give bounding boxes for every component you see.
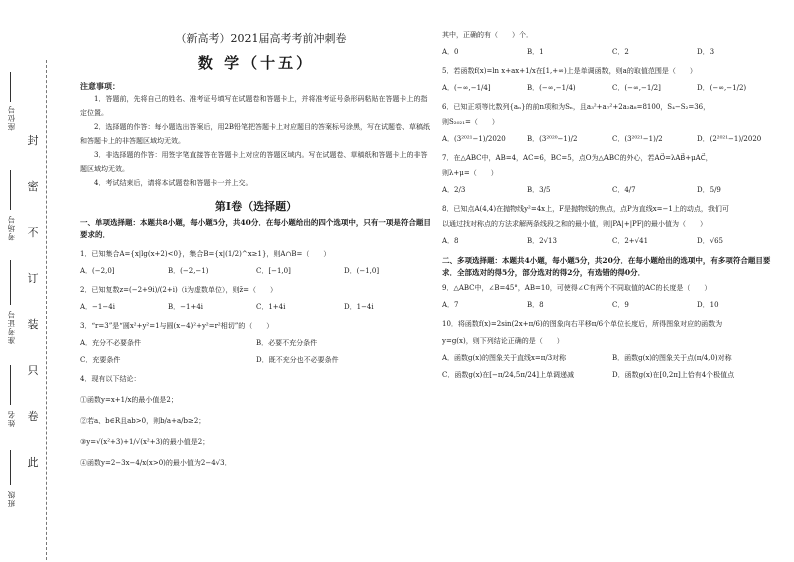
notice-item: 3．非选择题的作答：用签字笔直接答在答题卡上对应的答题区域内。写在试题卷、草稿纸和答题卡上的非答题区域均无效。 (80, 151, 428, 173)
question-7-stem: 7．在△ABC中，AB=4，AC=6，BC=5，点O为△ABC的外心，若AO⃗=λAB⃗+μAC⃗， (442, 154, 713, 162)
option-d: D．√65 (697, 237, 723, 245)
binding-strip (0, 60, 70, 560)
option-d: D．(−1,0] (344, 267, 380, 275)
question-5-stem: 5．若函数f(x)=ln x+ax+1/x在[1,+∞)上是单调函数，则a的取值范围是（ ） (442, 67, 697, 75)
question-4-item: ③y=√(x²+3)+1/√(x²+3)的最小值是2； (80, 438, 210, 446)
question-3-options-row1 (80, 338, 432, 349)
option-a: A．−1−4i (80, 303, 115, 311)
option-c: C．1+4i (256, 303, 286, 311)
option-a: A．(3²⁰²¹−1)/2020 (442, 135, 506, 143)
question-3-options-row2 (80, 355, 432, 366)
option-b: B．1 (527, 48, 544, 56)
exam-name: （新高考）2021届高考考前冲刺卷 (175, 32, 347, 45)
option-c: C．函数g(x)在[−π/24,5π/24]上单调递减 (442, 371, 574, 379)
strip-char: 封 (27, 134, 39, 147)
seat-number-blank[interactable] (10, 72, 11, 102)
option-c: C．(3²⁰²¹−1)/2 (612, 135, 663, 143)
question-6-stem-cont: 则S₂₀₂₁=（ ） (442, 118, 499, 126)
exam-room-label: 考场号 (7, 215, 16, 241)
option-b: B．(−2,−1) (168, 267, 209, 275)
left-column (80, 30, 432, 469)
question-7-stem-cont: 则λ+μ=（ ） (442, 169, 498, 177)
option-b: B．(3²⁰²⁰−1)/2 (527, 135, 578, 143)
option-a: A．8 (442, 237, 459, 245)
question-3-stem: 3．“r=3”是“圆x²+y²=1与圆(x−4)²+y²=r²相切”的（ ） (80, 322, 274, 330)
question-4-options (442, 47, 782, 58)
option-a: A．7 (442, 301, 459, 309)
question-9-stem: 9．△ABC中，∠B=45°，AB=10，可使得∠C有两个不同取值的AC的长度是（ ） (442, 284, 712, 292)
option-c: C．(−∞,−1/2] (612, 84, 661, 92)
option-a: A．充分不必要条件 (80, 339, 142, 347)
notice-title: 注意事项： (80, 81, 120, 91)
option-a: A．0 (442, 48, 459, 56)
section-one-title: 一、单项选择题：本题共8小题，每小题5分，共40分．在每小题给出的四个选项中，只有一项是符合题目要求的． (80, 218, 431, 239)
option-b: B．必要不充分条件 (256, 339, 318, 347)
name-blank[interactable] (10, 365, 11, 405)
option-c: C．2 (612, 48, 629, 56)
option-d: D．函数g(x)在[0,2π]上恰有4个极值点 (612, 371, 735, 379)
question-2-stem: 2．已知复数z=(−2+9i)/(2+i)（i为虚数单位），则z̄=（ ） (80, 286, 278, 294)
option-d: D．10 (697, 301, 719, 309)
question-9-options (442, 300, 782, 311)
option-b: B．8 (527, 301, 544, 309)
question-8-stem: 8．已知点A(4,4)在抛物线y²=4x上，F是抛物线的焦点，点P为直线x=−1上的动点，我们可 (442, 205, 729, 213)
option-d: D．(−∞,−1/2) (697, 84, 747, 92)
option-b: B．2√13 (527, 237, 557, 245)
question-2-options (80, 302, 432, 313)
admission-number-label: 准考证号 (7, 310, 16, 344)
question-10-stem: 10．将函数f(x)=2sin(2x+π/6)的图象向右平移π/6个单位长度后，所得图象对应的函数为 (442, 320, 723, 328)
option-c: C．[−1,0] (256, 267, 291, 275)
option-b: B．函数g(x)的图象关于点(π/4,0)对称 (612, 354, 732, 362)
option-d: D．(2²⁰²¹−1)/2020 (697, 135, 762, 143)
section-two-title: 二、多项选择题：本题共4小题，每小题5分，共20分．在每小题给出的选项中，有多项符合题目要求．全部选对的得5分，部分选对的得2分，有选错的得0分． (442, 256, 771, 277)
option-c: C．9 (612, 301, 629, 309)
option-a: A．函数g(x)的图象关于直线x=π/3对称 (442, 354, 567, 362)
class-blank[interactable] (10, 450, 11, 485)
notice-item: 1．答题前，先将自己的姓名、准考证号填写在试题卷和答题卡上，并将准考证号条形码粘贴在答题卡上的指定位置。 (80, 95, 428, 117)
option-d: D．5/9 (697, 186, 721, 194)
question-1-options (80, 266, 432, 277)
question-4-item: ②若a、b∈R且ab>0，则b/a+a/b≥2； (80, 417, 206, 425)
question-1-stem: 1．已知集合A={x|lg(x+2)<0}，集合B={x|(1/2)^x≥1}，则A∩B=（ ） (80, 250, 331, 258)
question-5-options (442, 83, 782, 94)
exam-room-blank[interactable] (10, 170, 11, 210)
seat-number-label: 座位号 (7, 105, 16, 131)
admission-number-blank[interactable] (10, 260, 11, 305)
option-a: A．2/3 (442, 186, 466, 194)
question-7-options (442, 185, 782, 196)
strip-char: 装 (27, 318, 39, 331)
question-6-stem: 6．已知正项等比数列{aₙ}的前n项和为Sₙ，且a₃²+a₇²+2a₂a₈=8100，S₄−S₂=36， (442, 103, 711, 111)
exam-subject-title: 数 学（十五） (197, 54, 315, 72)
option-b: B．(−∞,−1/4) (527, 84, 576, 92)
strip-char: 不 (27, 226, 39, 239)
question-10-stem-cont: y=g(x)，则下列结论正确的是（ ） (442, 337, 564, 345)
question-8-options (442, 236, 782, 247)
question-6-options (442, 134, 782, 145)
option-a: A．(−∞,−1/4] (442, 84, 491, 92)
question-4-item: ①函数y=x+1/x的最小值是2； (80, 396, 178, 404)
part-one-title: 第Ⅰ卷（选择题） (214, 200, 298, 213)
option-c: C．4/7 (612, 186, 636, 194)
question-10-options-row2 (442, 370, 782, 381)
question-10-options-row1 (442, 353, 782, 364)
question-4-stem: 4．现有以下结论： (80, 375, 141, 383)
strip-char: 此 (27, 456, 39, 469)
option-d: D．3 (697, 48, 715, 56)
option-c: C．2+√41 (612, 237, 649, 245)
name-label: 姓名 (7, 410, 16, 427)
strip-char: 密 (27, 180, 39, 193)
option-b: B．−1+4i (168, 303, 204, 311)
strip-char: 订 (27, 272, 39, 285)
question-4-item: ④函数y=2−3x−4/x(x>0)的最小值为2−4√3． (80, 459, 232, 467)
option-d: D．既不充分也不必要条件 (256, 356, 339, 364)
option-c: C．充要条件 (80, 356, 121, 364)
binding-dashed-line (46, 60, 47, 560)
option-a: A．(−2,0] (80, 267, 115, 275)
option-b: B．3/5 (527, 186, 551, 194)
option-d: D．1−4i (344, 303, 374, 311)
strip-char: 卷 (27, 410, 39, 423)
question-4-tail: 其中，正确的有（ ）个． (442, 31, 533, 39)
notice-item: 4．考试结束后，请将本试题卷和答题卡一并上交。 (94, 179, 253, 187)
class-label: 班级 (7, 490, 16, 507)
question-8-stem-cont: 以通过找对称点的方法求解两条线段之和的最小值，则|PA|+|PF|的最小值为（ ） (442, 220, 707, 228)
notice-item: 2．选择题的作答：每小题选出答案后，用2B铅笔把答题卡上对应题目的答案标号涂黑，写在试题卷、草稿纸和答题卡上的非答题区域均无效。 (80, 123, 431, 145)
right-column (442, 30, 782, 381)
strip-char: 只 (27, 364, 39, 377)
